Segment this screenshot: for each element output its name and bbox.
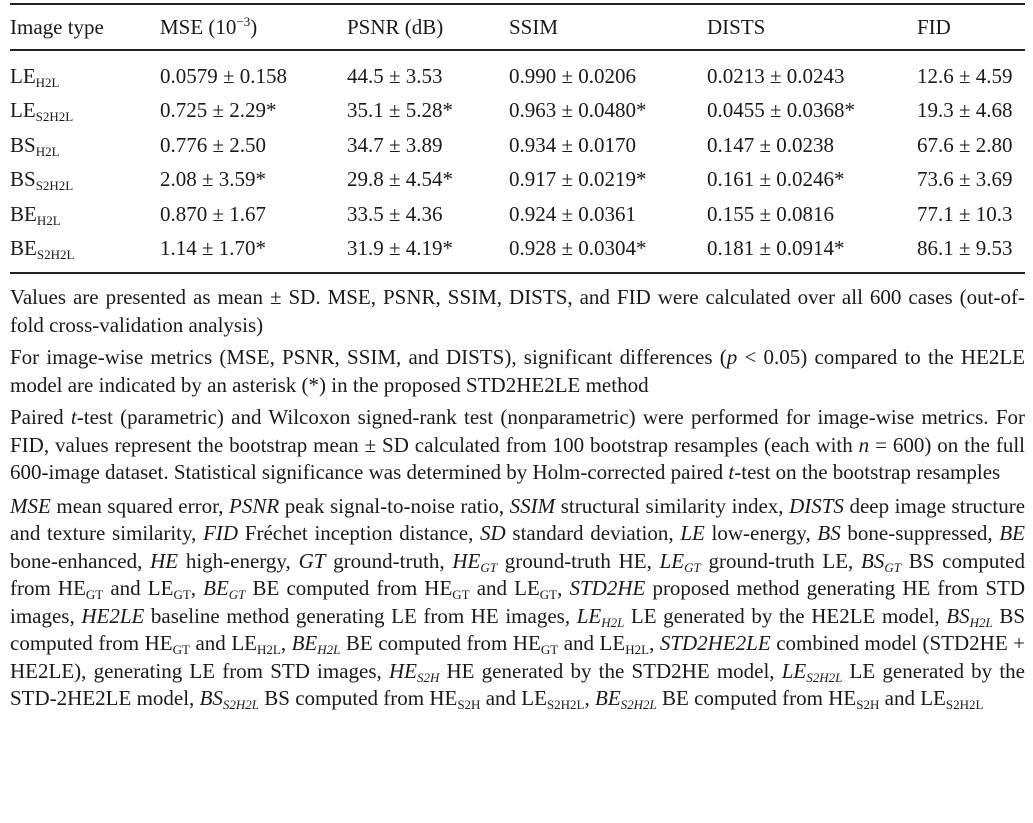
cell-image-type bbox=[10, 163, 160, 198]
abbr-term: FID bbox=[203, 521, 239, 545]
footnote-tests bbox=[10, 404, 1025, 487]
table-footnotes bbox=[10, 284, 1025, 713]
abbr-term-sub: H2L bbox=[601, 614, 625, 630]
abbr-term: BS bbox=[199, 686, 223, 710]
cell-mse: 1.14 ± 1.70* bbox=[160, 236, 267, 261]
abbr-term: BS bbox=[817, 521, 841, 545]
abbr-def: and LE bbox=[189, 631, 257, 655]
header-mse bbox=[160, 4, 347, 50]
image-type-subscript: S2H2L bbox=[35, 109, 74, 125]
abbr-term-sub: GT bbox=[480, 559, 497, 575]
table-row bbox=[10, 232, 1025, 274]
cell-psnr: 35.1 ± 5.28* bbox=[347, 98, 454, 123]
table-header bbox=[10, 4, 1025, 50]
fn3-d: -test on the bootstrap resamples bbox=[734, 460, 1001, 484]
abbr-def-sub: GT bbox=[173, 587, 191, 602]
abbr-term: HE bbox=[388, 658, 417, 683]
abbr-term: BE bbox=[203, 576, 229, 600]
cell-fid: 73.6 ± 3.69 bbox=[917, 167, 1013, 192]
fn3-b: -test (parametric) and Wilcoxon signed-rank test (nonparametric) were performed for image-wise metrics. For FID, values represent the bootstrap mean ± SD calculated from 100 bootstrap resamples (each with bbox=[10, 405, 1025, 457]
abbr-def: low-energy, bbox=[704, 521, 818, 545]
abbr-def: and LE bbox=[558, 631, 626, 655]
abbr-term: HE2LE bbox=[81, 603, 145, 628]
cell-fid: 67.6 ± 2.80 bbox=[917, 132, 1013, 157]
cell-image-type bbox=[10, 50, 160, 94]
abbr-def-sub: S2H bbox=[856, 697, 880, 712]
abbr-def-sub: GT bbox=[85, 587, 104, 602]
abbr-term-sub: GT bbox=[684, 559, 701, 575]
abbr-term: GT bbox=[298, 548, 326, 573]
abbr-term: STD2HE bbox=[569, 576, 646, 600]
abbr-term-sub: H2L bbox=[969, 614, 993, 630]
header-ssim: SSIM bbox=[509, 14, 559, 39]
abbr-term-sub: GT bbox=[884, 559, 901, 575]
abbr-def-sub: GT bbox=[540, 642, 559, 657]
footnote-significance bbox=[10, 344, 1025, 399]
cell-ssim: 0.924 ± 0.0361 bbox=[509, 201, 637, 226]
abbr-def: mean squared error, bbox=[50, 493, 230, 518]
cell-mse: 0.725 ± 2.29* bbox=[160, 98, 277, 123]
abbr-term-sub: H2L bbox=[317, 642, 341, 657]
abbr-term: HE bbox=[452, 548, 481, 573]
abbr-def: BS computed from HE bbox=[10, 548, 1025, 600]
abbr-def: and LE bbox=[103, 576, 174, 600]
abbr-term: LE bbox=[781, 658, 807, 683]
cell-ssim: 0.928 ± 0.0304* bbox=[509, 236, 647, 261]
header-mse-label: MSE (10 bbox=[160, 14, 237, 39]
abbr-def-sub: S2H bbox=[457, 697, 481, 712]
abbr-def: standard deviation, bbox=[505, 521, 681, 545]
abbr-term: STD2HE2LE bbox=[659, 631, 771, 655]
cell-dists: 0.181 ± 0.0914* bbox=[707, 236, 845, 261]
abbr-def-sub: S2H2L bbox=[945, 697, 984, 712]
footnote-values: Values are presented as mean ± SD. MSE, PSNR, SSIM, DISTS, and FID were calculated over all 600 cases (out-of-fold cross-validation analysis) bbox=[10, 285, 1025, 337]
abbr-def: proposed method generating HE from STD images, bbox=[10, 576, 1026, 628]
abbr-def: ground-truth, bbox=[325, 548, 453, 573]
fn2-p: p bbox=[726, 345, 738, 369]
abbr-term-sub: S2H2L bbox=[806, 669, 843, 685]
abbr-term: PSNR bbox=[229, 493, 280, 518]
results-table bbox=[10, 3, 1025, 274]
image-type-subscript: H2L bbox=[35, 143, 60, 159]
image-type-subscript: S2H2L bbox=[36, 247, 75, 263]
table-row bbox=[10, 128, 1025, 163]
table-row bbox=[10, 163, 1025, 198]
cell-dists: 0.147 ± 0.0238 bbox=[707, 132, 835, 157]
fn2-b: < 0.05) compared to the HE2LE model are indicated by an asterisk (*) in the proposed STD2HE2LE method bbox=[10, 345, 1025, 397]
fn3-t1: t bbox=[70, 405, 77, 429]
image-type-base: BS bbox=[10, 132, 36, 157]
cell-psnr: 29.8 ± 4.54* bbox=[347, 167, 454, 192]
abbr-def: BE computed from HE bbox=[245, 576, 453, 600]
cell-dists: 0.0455 ± 0.0368* bbox=[707, 98, 856, 123]
abbr-def-sub: S2H2L bbox=[546, 697, 585, 712]
abbr-def: BE computed from HE bbox=[340, 631, 541, 655]
abbr-term: BS bbox=[861, 548, 885, 573]
abbr-term-sub: S2H2L bbox=[222, 697, 260, 712]
image-type-subscript: H2L bbox=[36, 212, 61, 228]
cell-image-type bbox=[10, 232, 160, 274]
abbr-def: deep image structure and texture similarity, bbox=[10, 493, 1026, 545]
abbr-term: LE bbox=[680, 521, 705, 545]
abbr-def: BE computed from HE bbox=[656, 686, 857, 710]
abbr-term: BE bbox=[595, 686, 621, 710]
abbr-def-sub: GT bbox=[172, 642, 190, 657]
cell-mse: 2.08 ± 3.59* bbox=[160, 167, 267, 192]
header-image-type: Image type bbox=[10, 14, 104, 39]
fn3-t2: t bbox=[728, 460, 735, 484]
abbr-term: HE bbox=[150, 548, 179, 573]
abbr-def: bone-enhanced, bbox=[10, 548, 151, 573]
abbr-def: , bbox=[649, 631, 660, 655]
header-mse-exponent: −3 bbox=[236, 13, 251, 29]
abbr-term: DISTS bbox=[789, 493, 844, 518]
table-body bbox=[10, 50, 1025, 273]
table-row bbox=[10, 197, 1025, 232]
abbr-def: HE generated by the STD2HE model, bbox=[439, 658, 782, 683]
header-row bbox=[10, 4, 1025, 50]
abbr-term: SSIM bbox=[509, 493, 556, 518]
abbr-term: BE bbox=[999, 521, 1025, 545]
cell-psnr: 31.9 ± 4.19* bbox=[347, 236, 454, 261]
image-type-base: BE bbox=[10, 201, 37, 226]
abbr-def: , bbox=[557, 576, 570, 600]
abbr-def-sub: H2L bbox=[256, 642, 281, 657]
abbr-def-sub: GT bbox=[452, 587, 470, 602]
abbr-def: and LE bbox=[879, 686, 946, 710]
footnote-abbreviations bbox=[10, 493, 1025, 713]
cell-image-type bbox=[10, 197, 160, 232]
abbr-term: SD bbox=[480, 521, 506, 545]
paper-page bbox=[0, 3, 1033, 823]
abbr-term: BS bbox=[946, 603, 970, 628]
abbr-def: and LE bbox=[480, 686, 547, 710]
fn2-a: For image-wise metrics (MSE, PSNR, SSIM, and DISTS), significant differences ( bbox=[10, 345, 727, 369]
abbr-def: ground-truth LE, bbox=[700, 548, 862, 573]
cell-ssim: 0.990 ± 0.0206 bbox=[509, 63, 637, 88]
abbr-def-sub: GT bbox=[539, 587, 558, 602]
header-dists: DISTS bbox=[707, 14, 766, 39]
abbr-def: high-energy, bbox=[178, 548, 299, 573]
image-type-base: LE bbox=[10, 63, 36, 88]
abbr-term: LE bbox=[576, 603, 602, 628]
image-type-base: BE bbox=[10, 236, 37, 261]
header-fid: FID bbox=[917, 14, 951, 39]
header-psnr: PSNR (dB) bbox=[347, 14, 444, 39]
cell-dists: 0.155 ± 0.0816 bbox=[707, 201, 835, 226]
abbr-def: BS computed from HE bbox=[259, 686, 458, 710]
abbr-def: ground-truth HE, bbox=[496, 548, 660, 573]
abbr-term: BE bbox=[291, 631, 318, 655]
fn3-a: Paired bbox=[10, 405, 71, 429]
cell-psnr: 33.5 ± 4.36 bbox=[347, 201, 443, 226]
cell-fid: 77.1 ± 10.3 bbox=[917, 201, 1013, 226]
abbr-term-sub: GT bbox=[228, 587, 246, 602]
cell-psnr: 44.5 ± 3.53 bbox=[347, 63, 443, 88]
cell-image-type bbox=[10, 128, 160, 163]
image-type-subscript: H2L bbox=[35, 74, 60, 90]
image-type-subscript: S2H2L bbox=[35, 178, 74, 194]
cell-ssim: 0.934 ± 0.0170 bbox=[509, 132, 637, 157]
cell-mse: 0.776 ± 2.50 bbox=[160, 132, 267, 157]
cell-dists: 0.0213 ± 0.0243 bbox=[707, 63, 845, 88]
table-row bbox=[10, 50, 1025, 94]
cell-fid: 12.6 ± 4.59 bbox=[917, 63, 1013, 88]
abbr-term: LE bbox=[659, 548, 685, 573]
abbr-term-sub: S2H2L bbox=[620, 697, 657, 712]
abbr-def: , bbox=[190, 576, 204, 600]
cell-image-type bbox=[10, 94, 160, 129]
abbr-term: MSE bbox=[10, 493, 51, 518]
abbr-def: combined model (STD2HE + HE2LE), generating LE from STD images, bbox=[10, 631, 1026, 683]
abbr-def: LE generated by the HE2LE model, bbox=[624, 603, 947, 628]
abbr-term-sub: S2H bbox=[416, 669, 440, 685]
abbr-def: , bbox=[280, 631, 292, 655]
image-type-base: LE bbox=[10, 98, 36, 123]
abbr-def: BS computed from HE bbox=[10, 603, 1026, 655]
abbr-def: and LE bbox=[469, 576, 540, 600]
abbr-def: Fréchet inception distance, bbox=[238, 521, 481, 545]
cell-dists: 0.161 ± 0.0246* bbox=[707, 167, 845, 192]
abbr-def: baseline method generating LE from HE images, bbox=[144, 603, 577, 628]
header-mse-close: ) bbox=[250, 14, 258, 39]
fn3-n: n bbox=[858, 432, 870, 457]
table-row bbox=[10, 94, 1025, 129]
cell-mse: 0.0579 ± 0.158 bbox=[160, 63, 288, 88]
fn3-c: = 600) on the full 600-image dataset. Statistical significance was determined by Holm-corrected paired bbox=[10, 432, 1025, 484]
abbr-def-sub: H2L bbox=[625, 642, 650, 657]
cell-ssim: 0.917 ± 0.0219* bbox=[509, 167, 647, 192]
cell-psnr: 34.7 ± 3.89 bbox=[347, 132, 443, 157]
abbr-def: LE generated by the STD-2HE2LE model, bbox=[10, 658, 1025, 710]
cell-fid: 86.1 ± 9.53 bbox=[917, 236, 1013, 261]
image-type-base: BS bbox=[10, 167, 36, 192]
abbr-def: structural similarity index, bbox=[555, 493, 790, 518]
cell-mse: 0.870 ± 1.67 bbox=[160, 201, 267, 226]
cell-fid: 19.3 ± 4.68 bbox=[917, 98, 1013, 123]
abbr-def: , bbox=[584, 686, 595, 710]
abbr-def: peak signal-to-noise ratio, bbox=[279, 493, 510, 518]
cell-ssim: 0.963 ± 0.0480* bbox=[509, 98, 647, 123]
abbr-def: bone-suppressed, bbox=[840, 521, 1000, 545]
